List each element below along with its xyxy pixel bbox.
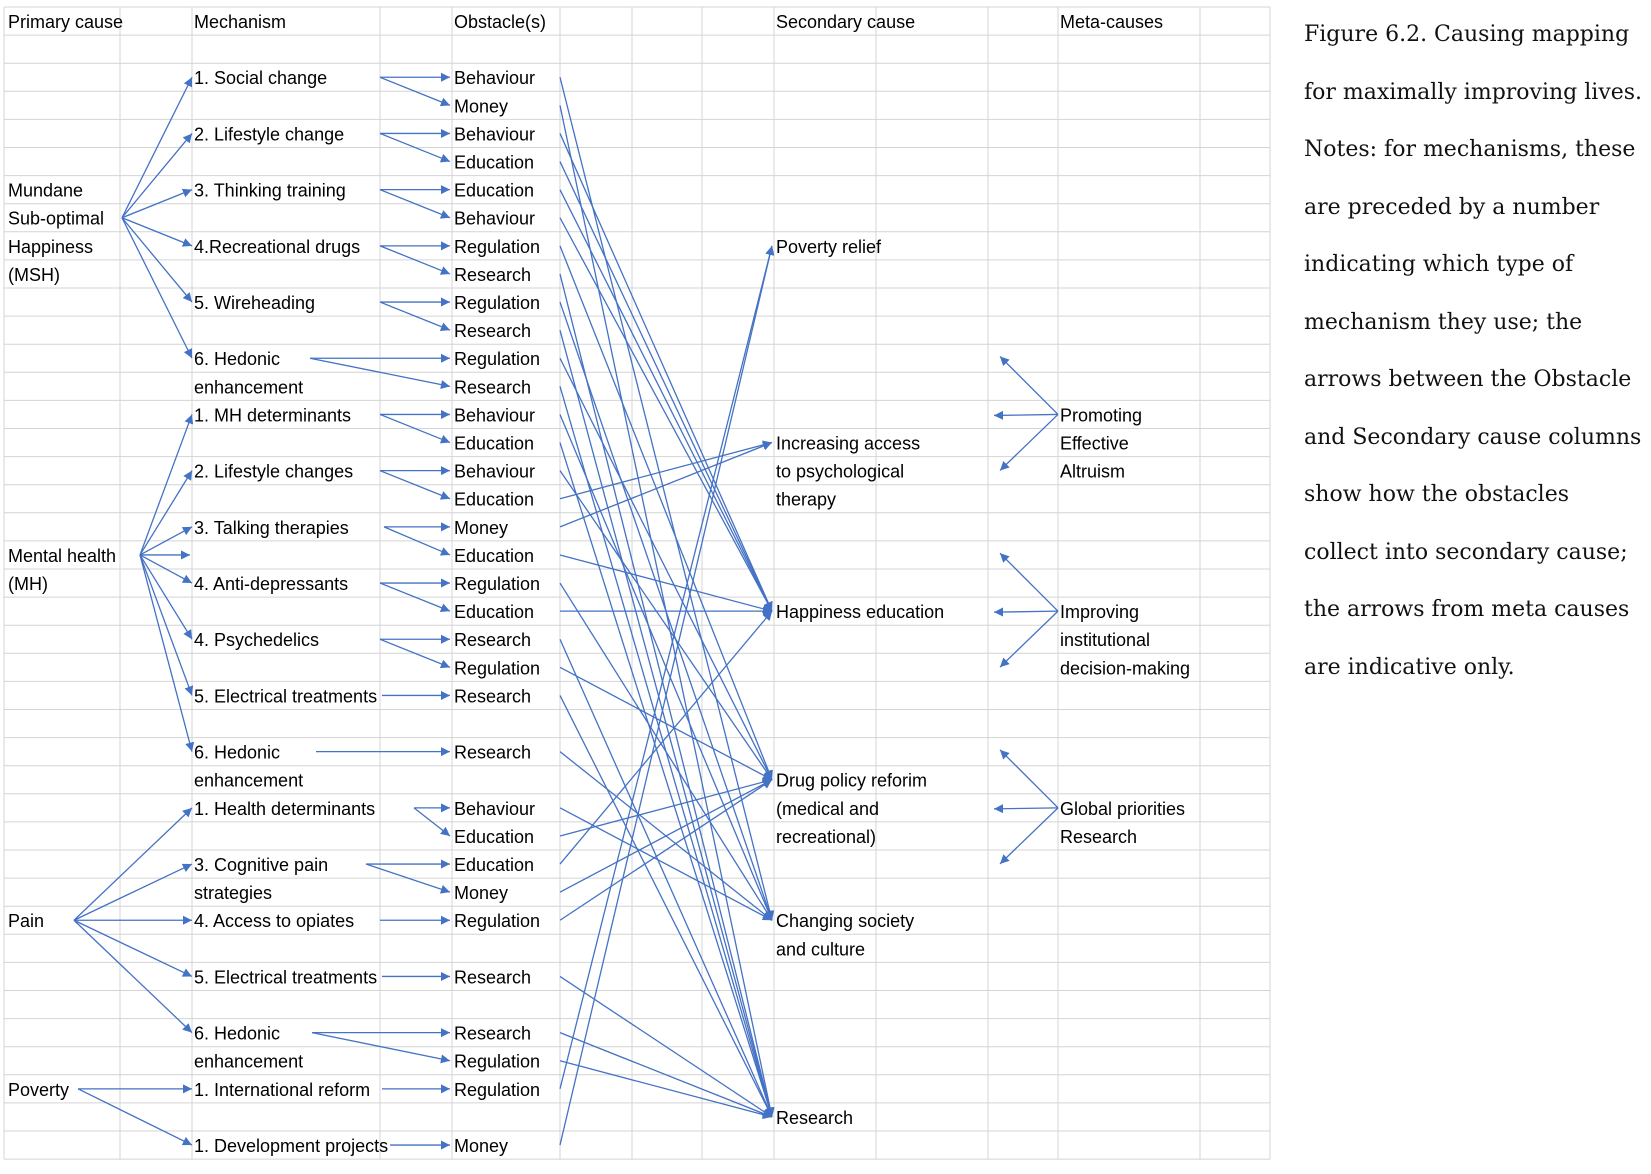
mechanism-label: 4. Access to opiates xyxy=(194,911,355,932)
arrow-link xyxy=(994,414,1058,415)
arrow-link xyxy=(560,667,772,779)
obstacle-label: Research xyxy=(454,321,532,342)
arrow-link xyxy=(1000,356,1058,414)
arrow-link xyxy=(74,864,192,920)
mechanism-label: 5. Electrical treatments xyxy=(194,686,378,707)
secondary-cause-label: (medical and xyxy=(776,798,880,819)
mechanism-label: enhancement xyxy=(194,1051,304,1072)
obstacle-label: Behaviour xyxy=(454,461,536,482)
primary-cause-label: Mundane xyxy=(8,180,84,201)
obstacle-label: Research xyxy=(454,377,532,398)
secondary-cause-label: therapy xyxy=(776,489,837,510)
primary-cause-label: Mental health xyxy=(8,545,117,566)
secondary-cause-label: recreational) xyxy=(776,826,877,847)
arrow-link xyxy=(1000,611,1058,667)
secondary-cause-label: Happiness education xyxy=(776,602,945,623)
figure-caption: Figure 6.2. Causing mapping for maximally improving lives. Notes: for mechanisms, these are preceded by a number indicating which type of mechanism they use; the arrows between the Obstacle and Secondary cause columns show how the obstacles collect into secondary cause; the arrows from meta causes are indicative only. xyxy=(1304,22,1643,680)
obstacle-label: Behaviour xyxy=(454,405,536,426)
arrow-link xyxy=(994,611,1058,612)
arrow-link xyxy=(994,808,1058,809)
obstacle-label: Research xyxy=(454,967,532,988)
meta-cause-label: Effective xyxy=(1060,433,1129,454)
obstacle-label: Education xyxy=(454,180,535,201)
mechanism-label: 6. Hedonic xyxy=(194,742,281,763)
mechanism-label: 2. Lifestyle change xyxy=(194,124,345,145)
meta-cause-label: Research xyxy=(1060,826,1138,847)
obstacle-label: Education xyxy=(454,855,535,875)
obstacle-label: Education xyxy=(454,152,535,173)
obstacle-label: Research xyxy=(454,686,532,707)
mechanism-label: 1. Social change xyxy=(194,68,328,89)
secondary-cause-label: and culture xyxy=(776,939,866,960)
meta-cause-label: institutional xyxy=(1060,630,1151,651)
arrow-link xyxy=(1000,750,1058,808)
primary-cause-label: Happiness xyxy=(8,236,94,257)
header-meta-causes: Meta-causes xyxy=(1060,12,1164,32)
arrow-link xyxy=(74,920,192,976)
meta-cause-label: decision-making xyxy=(1060,658,1191,679)
obstacle-label: Money xyxy=(454,517,509,538)
mechanism-label: enhancement xyxy=(194,770,304,791)
obstacle-label: Regulation xyxy=(454,1051,541,1072)
primary-cause-label: (MH) xyxy=(8,574,48,594)
secondary-cause-label: Drug policy reforim xyxy=(776,770,928,791)
header-primary-cause: Primary cause xyxy=(8,12,124,32)
obstacle-label: Behaviour xyxy=(454,124,536,145)
arrow-link xyxy=(1000,808,1058,864)
obstacle-label: Regulation xyxy=(454,574,541,594)
obstacle-label: Regulation xyxy=(454,658,541,679)
arrow-link xyxy=(560,555,772,611)
mechanism-label: 4.Recreational drugs xyxy=(194,236,361,257)
secondary-cause-label: Increasing access xyxy=(776,433,921,454)
arrow-link xyxy=(74,808,192,920)
mechanism-label: 1. Health determinants xyxy=(194,798,376,819)
header-mechanism: Mechanism xyxy=(194,12,287,32)
primary-cause-label: Poverty xyxy=(8,1079,70,1100)
arrow-link xyxy=(560,780,772,892)
obstacle-label: Money xyxy=(454,883,509,904)
obstacle-label: Research xyxy=(454,264,532,285)
meta-cause-label: Improving xyxy=(1060,602,1140,623)
obstacle-label: Education xyxy=(454,545,535,566)
obstacle-label: Education xyxy=(454,489,535,510)
mechanism-label: strategies xyxy=(194,883,273,904)
obstacle-label: Behaviour xyxy=(454,798,536,819)
arrow-link xyxy=(560,808,772,920)
meta-cause-label: Global priorities xyxy=(1060,798,1186,819)
obstacle-label: Regulation xyxy=(454,293,541,313)
arrow-link xyxy=(78,1089,192,1145)
obstacle-label: Money xyxy=(454,1136,509,1156)
obstacle-label: Regulation xyxy=(454,349,541,370)
arrow-link xyxy=(560,246,772,1145)
obstacle-label: Research xyxy=(454,1023,532,1044)
obstacle-label: Research xyxy=(454,742,532,763)
secondary-cause-label: Changing society xyxy=(776,911,915,932)
obstacle-label: Education xyxy=(454,602,535,623)
secondary-cause-label: to psychological xyxy=(776,461,905,482)
obstacle-label: Money xyxy=(454,96,509,117)
obstacle-label: Education xyxy=(454,826,535,847)
mechanism-label: 5. Wireheading xyxy=(194,293,316,313)
obstacle-label: Education xyxy=(454,433,535,454)
obstacle-label: Regulation xyxy=(454,236,541,257)
arrow-link xyxy=(560,218,772,611)
primary-cause-label: (MSH) xyxy=(8,264,60,285)
secondary-cause-label: Research xyxy=(776,1107,854,1128)
mechanism-label: 3. Talking therapies xyxy=(194,517,349,538)
primary-cause-label: Pain xyxy=(8,911,45,932)
primary-cause-label: Sub-optimal xyxy=(8,208,105,229)
mechanism-label: 4. Anti-depressants xyxy=(194,574,349,594)
mechanism-label: 3. Cognitive pain xyxy=(194,855,329,875)
mechanism-label: 4. Psychedelics xyxy=(194,630,320,651)
arrow-link xyxy=(1000,553,1058,611)
obstacle-label: Regulation xyxy=(454,911,541,932)
mechanism-label: 1. Development projects xyxy=(194,1136,389,1156)
obstacle-label: Behaviour xyxy=(454,208,536,229)
mechanism-label: 2. Lifestyle changes xyxy=(194,461,354,482)
mechanism-label: 3. Thinking training xyxy=(194,180,346,201)
cell-labels xyxy=(8,12,1190,1156)
mechanism-label: 1. International reform xyxy=(194,1079,371,1100)
arrow-link xyxy=(74,920,192,1032)
mechanism-label: 5. Electrical treatments xyxy=(194,967,378,988)
header-obstacles: Obstacle(s) xyxy=(454,12,547,32)
secondary-cause-label: Poverty relief xyxy=(776,236,882,257)
arrow-link xyxy=(560,443,772,499)
arrow-link xyxy=(560,1061,772,1117)
obstacle-label: Regulation xyxy=(454,1079,541,1100)
mechanism-label: 1. MH determinants xyxy=(194,405,352,426)
header-secondary-cause: Secondary cause xyxy=(776,12,916,32)
arrow-link xyxy=(1000,414,1058,470)
obstacle-label: Research xyxy=(454,630,532,651)
meta-cause-label: Altruism xyxy=(1060,461,1126,482)
mechanism-label: enhancement xyxy=(194,377,304,398)
arrow-link xyxy=(560,583,772,920)
obstacle-label: Behaviour xyxy=(454,68,536,89)
meta-cause-label: Promoting xyxy=(1060,405,1143,426)
mechanism-label: 6. Hedonic xyxy=(194,1023,281,1044)
mechanism-label: 6. Hedonic xyxy=(194,349,281,370)
